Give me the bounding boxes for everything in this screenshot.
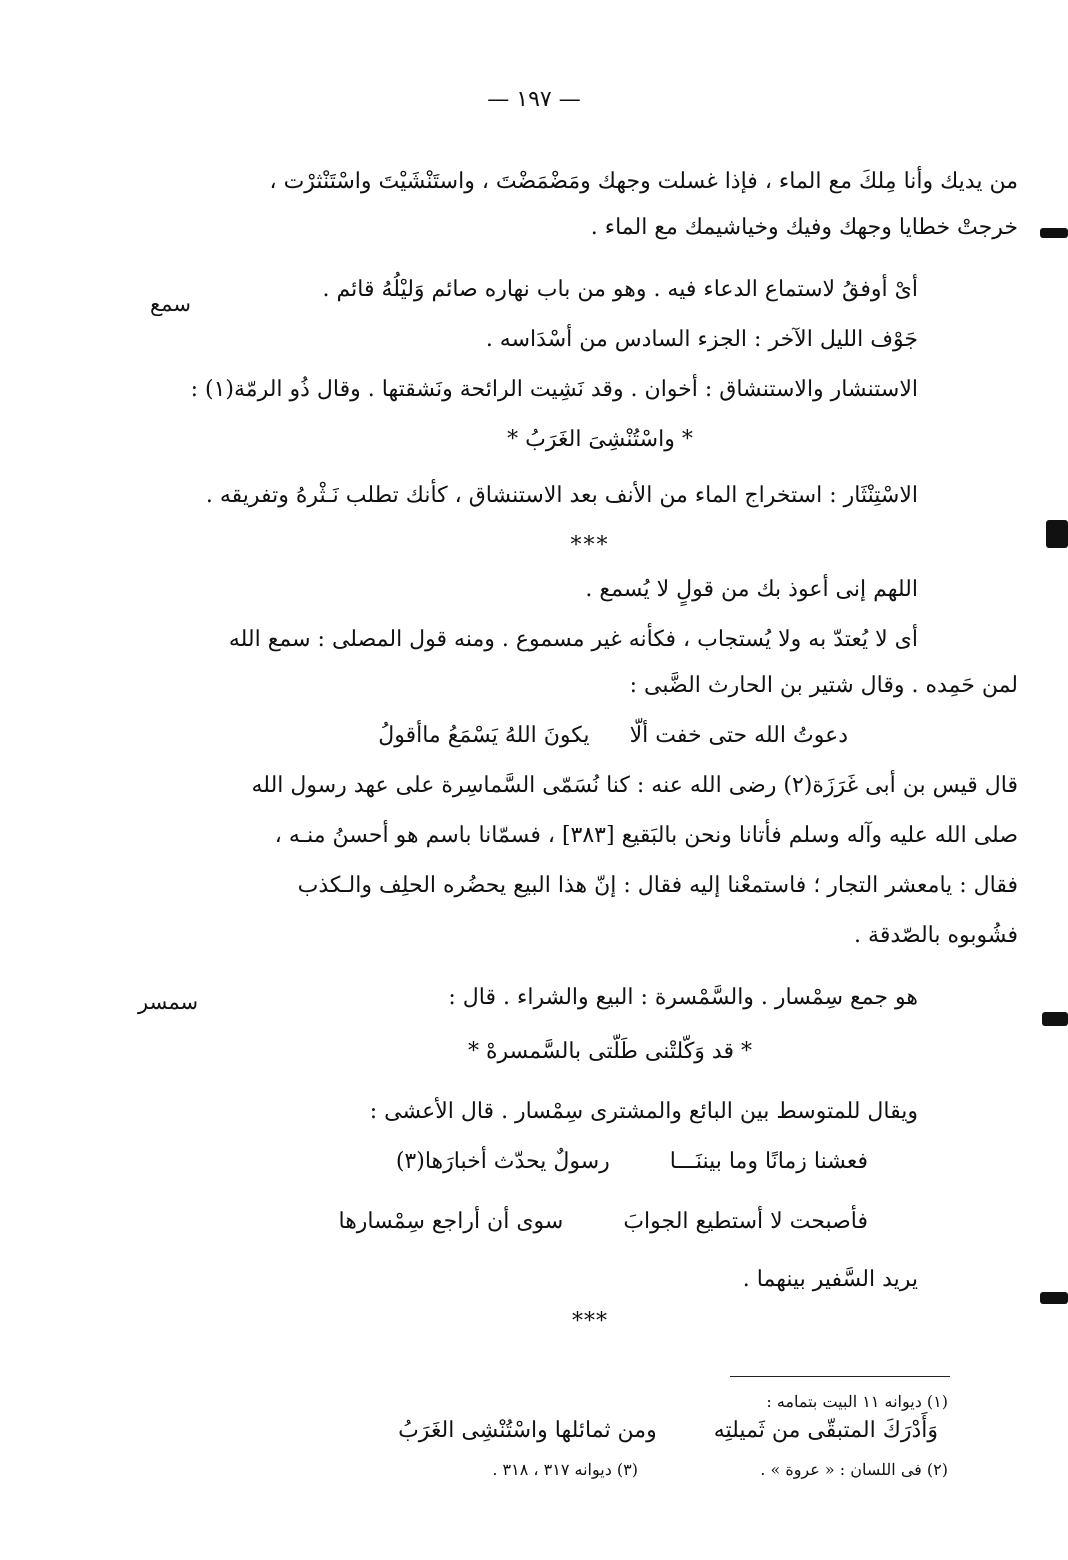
body-line: الاسْتِنْثَار : استخراج الماء من الأنف بعد الاستنشاق ، كأنك تطلب نَـثْرهُ وتفريقه .	[205, 483, 918, 508]
verse-second-hemistich: يكونَ اللهُ يَسْمَعُ ماأقولُ	[378, 723, 590, 748]
margin-note-simsar: سمسر	[138, 990, 199, 1014]
footnote-2: (٢) فى اللسان : « عروة » .	[760, 1460, 948, 1479]
footnote-1: (١) ديوانه ١١ البيت بتمامه :	[766, 1392, 948, 1411]
verse-fragment: * قد وَكّلتْنى طَلّتى بالسَّمسرهْ *	[468, 1039, 752, 1064]
verse-line	[339, 1206, 869, 1238]
body-line: فقال : يامعشر التجار ؛ فاستمعْنا إليه فقال : إنّ هذا البيع يحضُره الحلِف والـكذب	[297, 873, 1018, 898]
body-line: خرجتْ خطايا وجهك وفيك وخياشيمك مع الماء .	[590, 215, 1018, 240]
footnote-3: (٣) ديوانه ٣١٧ ، ٣١٨ .	[492, 1460, 638, 1479]
body-line: ويقال للمتوسط بين البائع والمشترى سِمْسار . قال الأعشى :	[369, 1099, 918, 1124]
section-separator: ***	[570, 533, 610, 558]
footnote-rule	[730, 1376, 950, 1377]
verse-line	[396, 1146, 868, 1178]
verse-first-hemistich: فأصبحت لا أستطيع الجوابَ	[623, 1209, 868, 1234]
footnote-verse-first-hemistich: وَأَدْرَكَ المتبقّى من ثَميلتِه	[713, 1418, 938, 1443]
body-line: الاستنشار والاستنشاق : أخوان . وقد نَشِيت الرائحة ونَشقتها . وقال ذُو الرمّة(١) :	[190, 377, 918, 402]
verse-first-hemistich: دعوتُ الله حتى خفت ألّا	[629, 723, 848, 748]
verse-second-hemistich: سوى أن أراجع سِمْسارها	[338, 1209, 564, 1234]
body-line: أى لا يُعتدّ به ولا يُستجاب ، فكأنه غير مسموع . ومنه قول المصلى : سمع الله	[228, 627, 918, 652]
edge-tab-mark	[1042, 1012, 1068, 1026]
body-line: هو جمع سِمْسار . والسَّمْسرة : البيع والشراء . قال :	[448, 985, 918, 1010]
hadith-line: اللهم إنى أعوذ بك من قولٍ لا يُسمع .	[585, 577, 918, 602]
body-line: جَوْف الليل الآخر : الجزء السادس من أسْدَاسه .	[485, 327, 918, 352]
margin-note-sami: سمع	[150, 292, 191, 316]
body-line: يريد السَّفير بينهما .	[742, 1267, 918, 1292]
verse-first-hemistich: فعشنا زمانًا وما بيننَـــا	[669, 1149, 868, 1174]
edge-tab-mark	[1040, 228, 1068, 238]
verse-line	[378, 720, 848, 752]
edge-tab-mark	[1040, 1292, 1068, 1304]
body-line: صلى الله عليه وآله وسلم فأتانا ونحن بالبَقيع [٣٨٣] ، فسمّانا باسم هو أحسنُ منـه ،	[274, 823, 1018, 848]
body-line: قال قيس بن أبى غَرَزَة(٢) رضى الله عنه : كنا نُسَمّى السَّماسِرة على عهد رسول الله	[251, 773, 1018, 798]
verse-second-hemistich: رسولٌ يحدّث أخبارَها(٣)	[395, 1149, 610, 1174]
body-line: فشُوبوه بالصّدقة .	[854, 923, 1018, 948]
page-number: — ١٩٧ —	[487, 87, 581, 112]
verse-fragment: * واسْتُنْشِىَ الغَرَبُ *	[507, 427, 693, 452]
body-line: أىْ أوفقُ لاستماع الدعاء فيه . وهو من باب نهاره صائم وَليْلُهُ قائم .	[322, 277, 918, 302]
footnote-verse-second-hemistich: ومن ثمائلها واسْتُنْشِى الغَرَبُ	[398, 1418, 657, 1443]
section-separator: ***	[572, 1309, 608, 1334]
body-line: لمن حَمِده . وقال شتير بن الحارث الضَّبى :	[629, 673, 1018, 698]
footnote-1-verse	[398, 1416, 938, 1446]
body-line: من يديك وأنا مِلكَ مع الماء ، فإذا غسلت وجهك ومَضْمَضْتَ ، واستَنْشَيْتَ واسْتَنْثرْت ،	[269, 169, 1018, 194]
